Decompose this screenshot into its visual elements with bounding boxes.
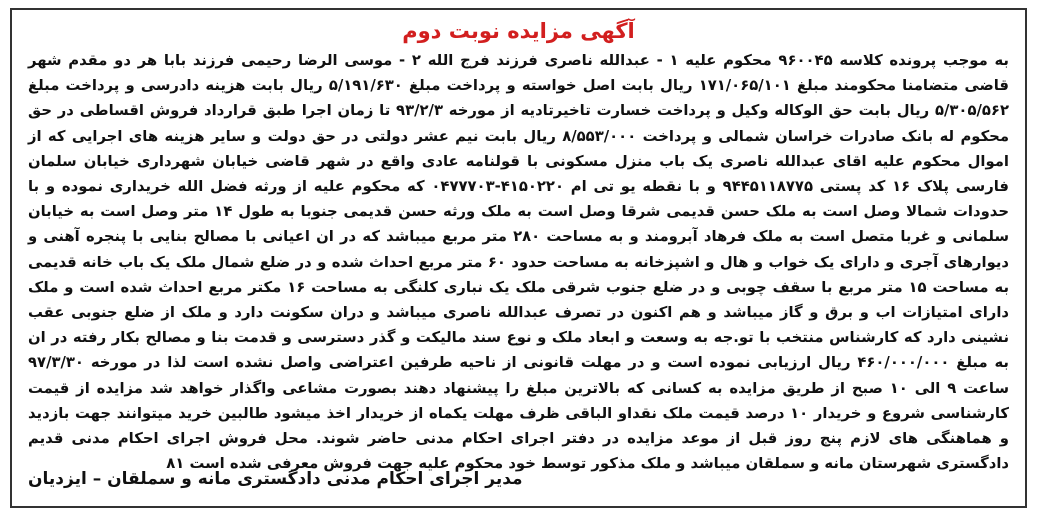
notice-body: به موجب پرونده کلاسه ۹۶۰۰۴۵ محکوم علیه ۱ - عبدالله ناصری فرزند فرج الله ۲ - موسی الرضا رحیمی فرزند بابا هر دو مقدم شهر قاضی متضامنا محکومند مبلغ ۱۷۱/۰۶۵/۱۰۱ ریال بابت اصل خواسته و پرداخت مبلغ ۵/۱۹۱/۶۳۰ ریال بابت هزینه دادرسی و پرداخت مبلغ ۵/۳۰۵/۵۶۲ ریال بابت حق الوکاله وکیل و پرداخت خسارت تاخیرتادیه از مورخه ۹۳/۲/۳ تا زمان اجرا طبق قرارداد فروش اقساطی در حق محکوم له بانک صادرات خراسان شمالی و پرداخت ۸/۵۵۳/۰۰۰ ریال بابت نیم عشر دولتی در حق دولت و سایر هزینه های اجرایی که از اموال محکوم علیه اقای عبدالله ناصری یک باب منزل مسکونی با قولنامه عادی واقع در شهر قاضی خیابان شهرداری خیابان سلمان فارسی پلاک ۱۶ کد پستی ۹۴۴۵۱۱۸۷۷۵ و با نقطه یو تی ام ۴۱۵۰۲۲۰-۰۴۷۷۷۰۳ که محکوم علیه از ورثه فضل الله خریداری نموده و با حدودات شمالا وصل است به ملک حسن قدیمی شرقا وصل است به ملک ورثه حسن قدیمی جنوبا به طول ۱۴ متر وصل است به خیابان سلمانی و غربا متصل است به ملک فرهاد آبرومند و به مساحت ۲۸۰ متر مربع میباشد که در ان اعیانی با مصالح بنایی با پنجره آهنی و دیوارهای آجری و دارای یک خواب و هال و اشپزخانه به مساحت حدود ۶۰ متر مربع احداث شده و در ضلع شمال ملک یک باب خانه قدیمی به مساحت ۱۵ متر مربع با سقف چوبی و در ضلع جنوب شرقی ملک یک نباری کلنگی به مساحت ۱۶ مکتر مربع احداث شده است و ملک دارای امتیازات اب و برق و گاز میباشد و هم اکنون در تصرف عبدالله ناصری میباشد و دران سکونت دارد و ملک از ضلع جنوبی عقب نشینی دارد که کارشناس منتخب با تو.جه به وسعت و ابعاد ملک و نوع سند مالیکت و گذر دسترسی و قدمت بنا و مصالح بکار رفته در ان به مبلغ ۴۶۰/۰۰۰/۰۰۰ ریال ارزیابی نموده است و در مهلت قانونی از ناحیه طرفین اعتراضی واصل نشده است لذا در مورخه ۹۷/۳/۳۰ ساعت ۹ الی ۱۰ صبح از طریق مزایده به کسانی که بالاترین مبلغ را پیشنهاد دهند بصورت مشاعی واگذار خواهد شد مزایده از قیمت کارشناسی شروع و خریدار ۱۰ درصد قیمت ملک نقداو الباقی ظرف مهلت یکماه از خریدار اخذ میشود طالبین خرید میتوانند جهت بازدید و هماهنگی های لازم پنج روز قبل از موعد مزایده در دفتر اجرای احکام مدنی حاضر شوند. محل فروش اجرای احکام مدنی قدیم دادگستری شهرستان مانه و سملقان میباشد و ملک مذکور توسط خود محکوم علیه جهت فروش معرفی شده است ۸۱ xyxy=(28,52,1010,473)
auction-notice xyxy=(10,8,1027,508)
notice-signature: مدیر اجرای احکام مدنی دادگستری مانه و سملقان – ایزدیان xyxy=(28,469,523,489)
notice-title: آگهی مزایده نوبت دوم xyxy=(402,19,635,43)
